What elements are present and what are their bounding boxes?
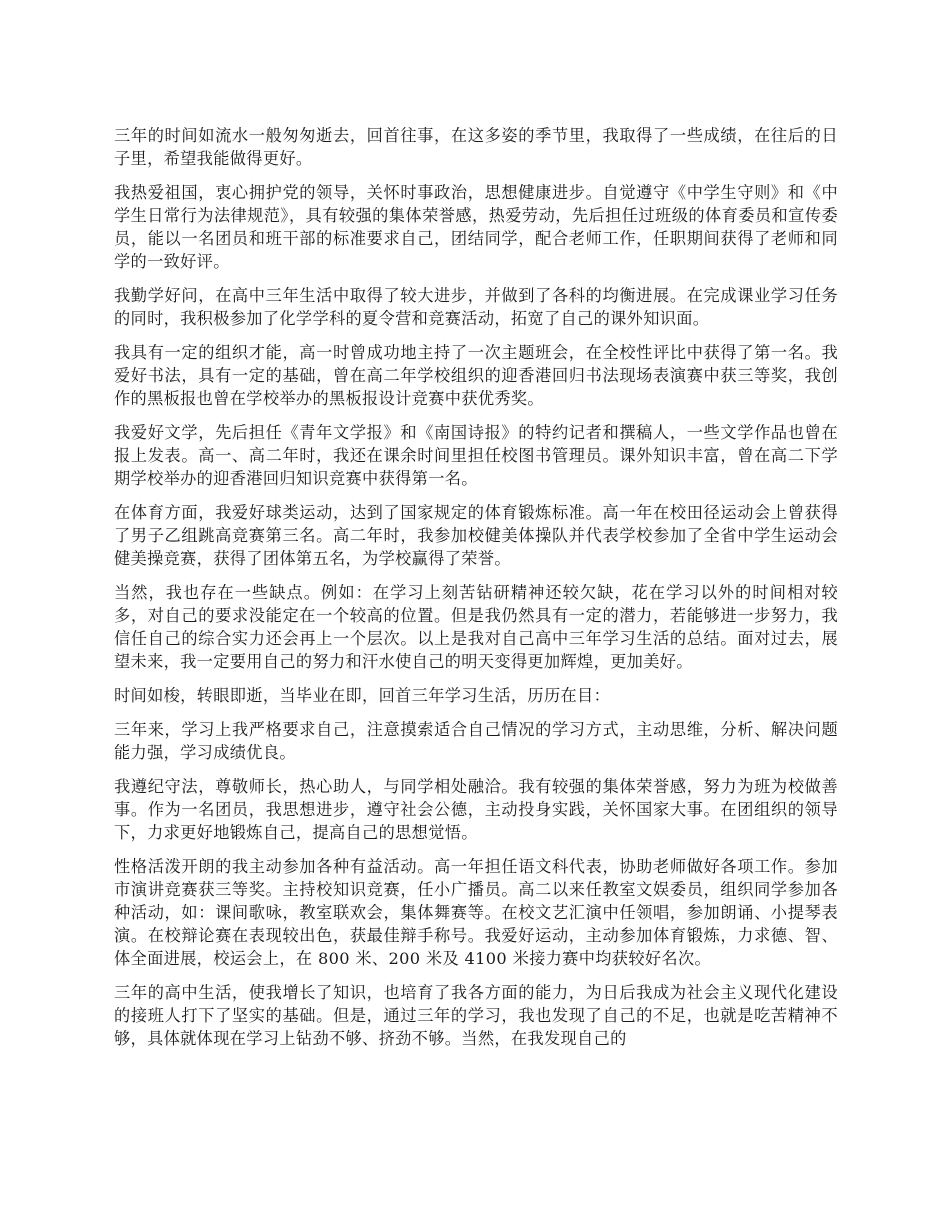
paragraph-10: 我遵纪守法，尊敬师长，热心助人，与同学相处融洽。我有较强的集体荣誉感，努力为班为校做善事。作为一名团员，我思想进步，遵守社会公德，主动投身实践，关怀国家大事。在团组织的领导下，力求更好地锻炼自己，提高自己的思想觉悟。 — [114, 777, 838, 842]
paragraph-6: 在体育方面，我爱好球类运动，达到了国家规定的体育锻炼标准。高一年在校田径运动会上曾获得了男子乙组跳高竞赛第三名。高二年时，我参加校健美体操队并代表学校参加了全省中学生运动会健美操竞赛，获得了团体第五名，为学校赢得了荣誉。 — [114, 503, 838, 568]
paragraph-2: 我热爱祖国，衷心拥护党的领导，关怀时事政治，思想健康进步。自觉遵守《中学生守则》和《中学生日常行为法律规范》，具有较强的集体荣誉感，热爱劳动，先后担任过班级的体育委员和宣传委员，能以一名团员和班干部的标准要求自己，团结同学，配合老师工作，任职期间获得了老师和同学的一致好评。 — [114, 183, 838, 271]
paragraph-5: 我爱好文学，先后担任《青年文学报》和《南国诗报》的特约记者和撰稿人，一些文学作品也曾在报上发表。高一、高二年时，我还在课余时间里担任校图书管理员。课外知识丰富，曾在高二下学期学校举办的迎香港回归知识竞赛中获得第一名。 — [114, 423, 838, 488]
paragraph-3: 我勤学好问，在高中三年生活中取得了较大进步，并做到了各科的均衡进展。在完成课业学习任务的同时，我积极参加了化学学科的夏令营和竞赛活动，拓宽了自己的课外知识面。 — [114, 286, 838, 328]
paragraph-1: 三年的时间如流水一般匆匆逝去，回首往事，在这多姿的季节里，我取得了一些成绩，在往后的日子里，希望我能做得更好。 — [114, 126, 838, 168]
paragraph-8: 时间如梭，转眼即逝，当毕业在即，回首三年学习生活，历历在目： — [114, 686, 611, 705]
paragraph-12: 三年的高中生活，使我增长了知识，也培育了我各方面的能力，为日后我成为社会主义现代化建设的接班人打下了坚实的基础。但是，通过三年的学习，我也发现了自己的不足，也就是吃苦精神不够，具体就体现在学习上钻劲不够、挤劲不够。当然，在我发现自己的 — [114, 983, 838, 1048]
document-body — [114, 124, 838, 1061]
paragraph-9: 三年来，学习上我严格要求自己，注意摸索适合自己情况的学习方式，主动思维，分析、解决问题能力强，学习成绩优良。 — [114, 720, 838, 762]
paragraph-4: 我具有一定的组织才能，高一时曾成功地主持了一次主题班会，在全校性评比中获得了第一名。我爱好书法，具有一定的基础，曾在高二年学校组织的迎香港回归书法现场表演赛中获三等奖，我创作的黑板报也曾在学校举办的黑板报设计竞赛中获优秀奖。 — [114, 343, 838, 408]
paragraph-7: 当然，我也存在一些缺点。例如：在学习上刻苦钻研精神还较欠缺，花在学习以外的时间相对较多，对自己的要求没能定在一个较高的位置。但是我仍然具有一定的潜力，若能够进一步努力，我信任自己的综合实力还会再上一个层次。以上是我对自己高中三年学习生活的总结。面对过去，展望未来，我一定要用自己的努力和汗水使自己的明天变得更加辉煌，更加美好。 — [114, 583, 838, 671]
paragraph-11: 性格活泼开朗的我主动参加各种有益活动。高一年担任语文科代表，协助老师做好各项工作。参加市演讲竞赛获三等奖。主持校知识竞赛，任小广播员。高二以来任教室文娱委员，组织同学参加各种活动，如：课间歌咏，教室联欢会，集体舞赛等。在校文艺汇演中任领唱，参加朗诵、小提琴表演。在校辩论赛在表现较出色，获最佳辩手称号。我爱好运动，主动参加体育锻炼，力求德、智、体全面进展，校运会上，在 800 米、200 米及 4100 米接力赛中均获较好名次。 — [114, 857, 838, 968]
